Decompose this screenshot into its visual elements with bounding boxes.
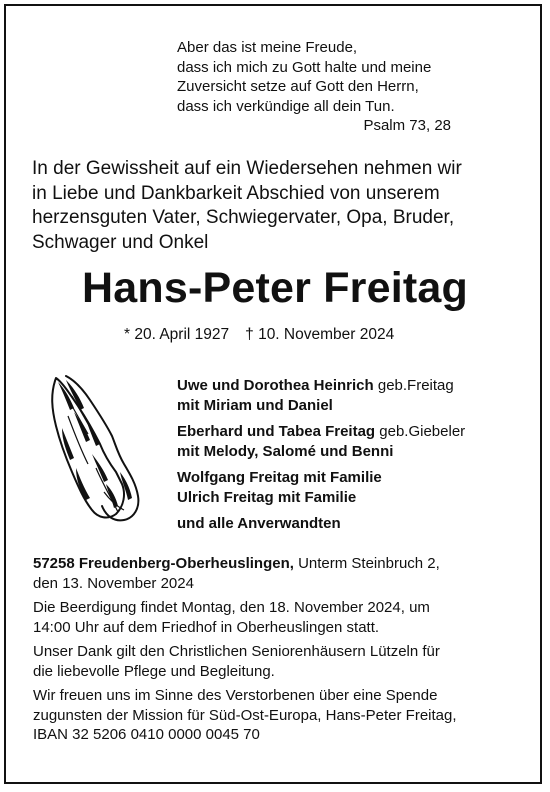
family-line (177, 376, 537, 396)
family-children: mit Miriam und Daniel (177, 397, 333, 414)
verse-reference: Psalm 73, 28 (363, 117, 451, 134)
verse-line: dass ich verkündige all dein Tun. (177, 97, 395, 115)
donation-line: Wir freuen uns im Sinne des Verstorbenen über eine Spende (33, 687, 438, 704)
street: Unterm Steinbruch 2, (293, 555, 440, 572)
family-line: und alle Anverwandten (177, 515, 341, 532)
family-list (177, 376, 537, 540)
family-line (177, 422, 537, 442)
birth-date: * 20. April 1927 (124, 326, 230, 343)
address-line (33, 554, 533, 574)
intro-line: Schwager und Onkel (32, 231, 209, 253)
bible-verse (177, 38, 477, 136)
thanks-line: Unser Dank gilt den Christlichen Seniorenhäusern Lützeln für (33, 643, 440, 660)
deceased-name: Hans-Peter Freitag (82, 264, 468, 312)
family-line: Ulrich Freitag mit Familie (177, 489, 357, 506)
intro-line: herzensguten Vater, Schwiegervater, Opa, Bruder, (32, 207, 455, 228)
maiden-name: geb.Freitag (373, 377, 454, 394)
verse-line: Zuversicht setze auf Gott den Herrn, (177, 78, 419, 95)
iban-line: IBAN 32 5206 0410 0000 0045 70 (33, 726, 260, 743)
family-names: Eberhard und Tabea Freitag (177, 423, 376, 440)
thanks-paragraph (33, 642, 533, 681)
intro-text (32, 157, 532, 255)
verse-line: Aber das ist meine Freude, (177, 39, 358, 56)
death-date: † 10. November 2024 (245, 326, 395, 343)
family-group (177, 468, 537, 508)
address-block (33, 554, 533, 593)
family-group (177, 376, 537, 416)
family-line: Wolfgang Freitag mit Familie (177, 469, 382, 486)
intro-line: In der Gewissheit auf ein Wiedersehen nehmen wir (32, 158, 462, 179)
place: 57258 Freudenberg-Oberheuslingen, (33, 555, 294, 572)
funeral-info (33, 554, 533, 750)
verse-line: dass ich mich zu Gott halte und meine (177, 58, 432, 76)
funeral-line: Die Beerdigung findet Montag, den 18. November 2024, um (33, 599, 430, 616)
thanks-line: die liebevolle Pflege und Begleitung. (33, 662, 275, 680)
intro-line: in Liebe und Dankbarkeit Abschied von unserem (32, 182, 440, 204)
donation-line: zugunsten der Mission für Süd-Ost-Europa, Hans-Peter Freitag, (33, 706, 457, 724)
life-dates (124, 326, 394, 344)
family-group (177, 422, 537, 462)
funeral-paragraph (33, 598, 533, 637)
praying-hands-icon (44, 372, 144, 524)
donation-paragraph (33, 686, 533, 745)
family-group (177, 514, 537, 534)
family-children: mit Melody, Salomé und Benni (177, 443, 394, 460)
notice-date: den 13. November 2024 (33, 574, 194, 592)
family-names: Uwe und Dorothea Heinrich (177, 377, 374, 394)
maiden-name: geb.Giebeler (375, 423, 466, 440)
funeral-line: 14:00 Uhr auf dem Friedhof in Oberheuslingen statt. (33, 618, 380, 636)
